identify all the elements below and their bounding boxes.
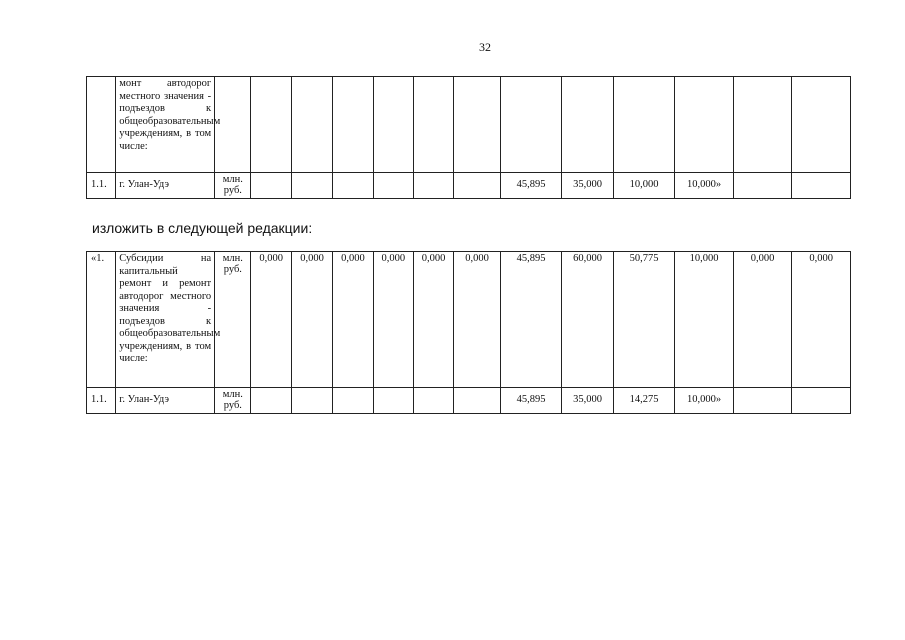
cell: 0,000 — [454, 252, 500, 388]
row-unit: млн. руб. — [215, 173, 251, 199]
table-row — [87, 252, 851, 388]
cell: 14,275 — [613, 388, 675, 414]
cell: 10,000» — [675, 388, 734, 414]
row-index: 1.1. — [87, 173, 116, 199]
row-index: «1. — [87, 252, 116, 388]
cell — [792, 388, 851, 414]
cell: 0,000 — [733, 252, 792, 388]
cell — [454, 388, 500, 414]
cell — [251, 173, 291, 199]
cell — [792, 77, 851, 173]
row-label: г. Улан-Удэ — [116, 173, 215, 199]
cell — [613, 77, 675, 173]
cell — [413, 173, 453, 199]
cell — [675, 77, 734, 173]
cell — [291, 388, 332, 414]
cell: 0,000 — [373, 252, 413, 388]
cell — [562, 77, 613, 173]
cell: 10,000 — [613, 173, 675, 199]
cell — [291, 173, 332, 199]
cell: 0,000 — [792, 252, 851, 388]
cell — [251, 388, 291, 414]
cell — [792, 173, 851, 199]
row-label: монт автодорог местного значения - подъездов к общеобразовательным учреждениям, в том числе: — [116, 77, 215, 173]
cell — [333, 388, 373, 414]
cell — [333, 173, 373, 199]
cell — [333, 77, 373, 173]
cell: 45,895 — [500, 388, 562, 414]
cell: 0,000 — [333, 252, 373, 388]
table-old-version — [86, 76, 851, 199]
table-row — [87, 173, 851, 199]
row-index: 1.1. — [87, 388, 116, 414]
cell: 0,000 — [291, 252, 332, 388]
cell — [454, 173, 500, 199]
cell — [733, 173, 792, 199]
table-row — [87, 388, 851, 414]
cell: 35,000 — [562, 173, 613, 199]
cell: 50,775 — [613, 252, 675, 388]
row-index — [87, 77, 116, 173]
cell — [500, 77, 562, 173]
cell — [733, 388, 792, 414]
cell: 10,000» — [675, 173, 734, 199]
cell: 35,000 — [562, 388, 613, 414]
row-label: Субсидии на капитальный ремонт и ремонт автодорог местного значения - подъездов к общеобразовательным учреждениям, в том числе: — [116, 252, 215, 388]
cell: 45,895 — [500, 173, 562, 199]
table-new-version — [86, 251, 851, 414]
cell — [373, 173, 413, 199]
page-number: 32 — [479, 40, 491, 54]
cell — [413, 77, 453, 173]
cell — [454, 77, 500, 173]
row-unit: млн. руб. — [215, 252, 251, 388]
table-row — [87, 77, 851, 173]
cell: 45,895 — [500, 252, 562, 388]
cell: 60,000 — [562, 252, 613, 388]
cell: 0,000 — [251, 252, 291, 388]
cell — [733, 77, 792, 173]
cell — [251, 77, 291, 173]
row-unit: млн. руб. — [215, 388, 251, 414]
cell — [373, 77, 413, 173]
row-unit — [215, 77, 251, 173]
cell: 10,000 — [675, 252, 734, 388]
cell: 0,000 — [413, 252, 453, 388]
cell — [291, 77, 332, 173]
row-label: г. Улан-Удэ — [116, 388, 215, 414]
cell — [413, 388, 453, 414]
cell — [373, 388, 413, 414]
amendment-instruction: изложить в следующей редакции: — [92, 220, 313, 236]
